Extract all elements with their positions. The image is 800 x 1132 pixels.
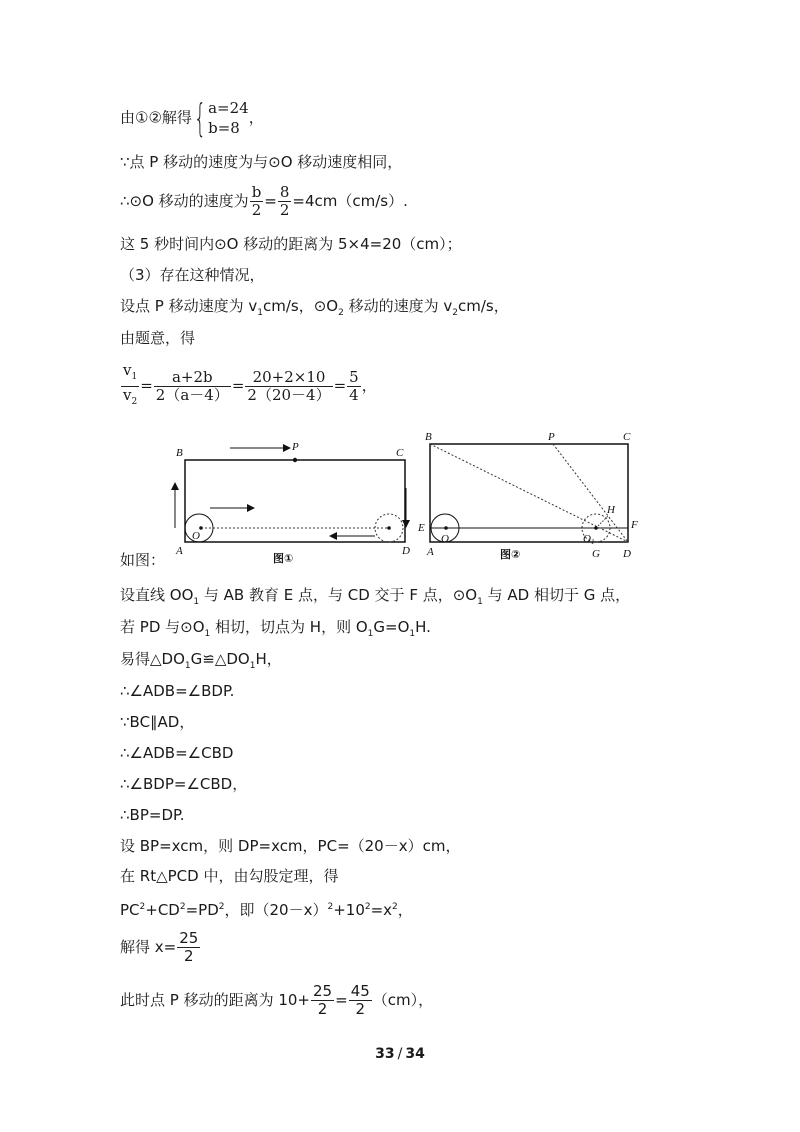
line-6: 设点 P 移动速度为 $v_1cm/s$，$⊙O_2$ 移动的速度为 $v_2cm/s$， [120, 297, 509, 318]
label-b: B [425, 431, 432, 443]
line-18: 设 BP=xcm，则 DP=xcm，PC=（20－x）cm， [120, 837, 461, 855]
caption-figure-1: 图① [273, 553, 294, 565]
line-20: $PC^2+CD^2=PD^2$，即$(20-x)^2+10^2=x^2$， [120, 901, 413, 919]
equation-a: a=24 [208, 99, 249, 117]
text-prefix: 由①②解得 [120, 108, 192, 127]
line-9: 如图： [120, 551, 166, 569]
left-brace-icon: { [193, 96, 207, 140]
line-22: 此时点 P 移动的距离为 10+ $\frac{25}{2}$ = $\frac{45}{2}$ （cm）， [120, 982, 434, 1018]
line-pd [553, 444, 628, 542]
figure-2-diagram [415, 428, 640, 563]
label-c: C [396, 447, 404, 459]
label-o: O [441, 533, 449, 545]
center-o1 [594, 526, 598, 530]
fraction-b-over-2: $\frac{b}{2}$ [251, 183, 262, 219]
line-13: ∴∠ADB=∠BDP. [120, 682, 235, 700]
line-3: ∴⊙O 移动的速度为 $\frac{b}{2}$ = $\frac{8}{2}$ =4cm（cm/s）. [120, 183, 408, 219]
fraction-25-over-2: $\frac{25}{2}$ [313, 982, 333, 1018]
arrow-left-up-head [171, 482, 179, 490]
arrow-right-down-head [402, 520, 410, 528]
line-10: 设直线 $OO_1$ 与 AB 教育 E 点，与 CD 交于 F 点，$⊙O_1$ 与 AD 相切于 G 点， [120, 586, 631, 607]
label-e: E [418, 522, 425, 534]
center-o [444, 526, 448, 530]
arrow-inner-right-head [247, 504, 255, 512]
arrow-top-head [283, 444, 291, 452]
line-21: 解得 x= $\frac{25}{2}$ [120, 929, 199, 965]
text-suffix: ， [248, 108, 264, 127]
line-velocity-ratio: $\frac{v_1}{v_2}$ = $\frac{a+2b}{2(a-4)}$ = $\frac{20+2\times 10}{2(20-4)}$ = $\frac{5}{4}$ ， [120, 362, 377, 411]
label-f: F [631, 519, 638, 531]
label-a: A [427, 546, 434, 558]
label-p: P [292, 441, 299, 453]
line-11: 若 PD 与$⊙O_1$ 相切，切点为 H，则 $O_1G=O_1H$. [120, 618, 431, 639]
equation-system [208, 98, 249, 138]
page-number: 33 / 34 [375, 1046, 425, 1062]
line-4: 这 5 秒时间内⊙O 移动的距离为 5×4=20（cm）； [120, 235, 462, 253]
line-19: 在 Rt△PCD 中，由勾股定理，得 [120, 867, 339, 885]
line-14: ∵BC∥AD， [120, 713, 195, 731]
line-15: ∴∠ADB=∠CBD [120, 744, 234, 762]
rectangle-abcd [185, 460, 405, 542]
label-g: G [592, 548, 600, 560]
label-d: D [623, 548, 631, 560]
label-o: O [192, 530, 200, 542]
label-p: P [548, 431, 555, 443]
line-2: ∵点 P 移动的速度为与⊙O 移动速度相同， [120, 153, 403, 171]
center-o-end [387, 526, 391, 530]
line-16: ∴∠BDP=∠CBD， [120, 775, 248, 793]
fraction-25-over-2: $\frac{25}{2}$ [179, 929, 199, 965]
text-prefix: ∴⊙O 移动的速度为 [120, 192, 249, 210]
label-c: C [623, 431, 631, 443]
label-b: B [176, 447, 183, 459]
label-d: D [402, 545, 410, 557]
label-h: H [607, 504, 615, 516]
fraction-a-b: $\frac{a+2b}{2(a-4)}$ [155, 368, 229, 404]
line-solution-system [120, 98, 264, 138]
equation-b: b=8 [208, 119, 240, 137]
arrow-bottom-left-head [329, 532, 337, 540]
fraction-45-over-2: $\frac{45}{2}$ [350, 982, 370, 1018]
line-5: （3）存在这种情况， [120, 266, 265, 284]
fraction-numeric: $\frac{20+2\times 10}{2(20-4)}$ [247, 368, 331, 404]
point-p [293, 458, 297, 462]
line-bd [430, 444, 628, 542]
line-7: 由题意，得 [120, 329, 196, 347]
caption-figure-2: 图② [500, 549, 521, 561]
line-12: 易得$\triangle DO_1G≌\triangle DO_1H$， [120, 650, 282, 671]
fraction-v1-over-v2: $\frac{v_1}{v_2}$ [123, 361, 138, 407]
label-a: A [176, 545, 183, 557]
fraction-5-over-4: $\frac{5}{4}$ [349, 368, 359, 404]
fraction-8-over-2: $\frac{8}{2}$ [279, 183, 290, 219]
line-17: ∴BP=DP. [120, 806, 185, 824]
text-suffix: =4cm（cm/s）. [292, 192, 408, 210]
label-o1: O1 [583, 533, 595, 546]
figure-1-diagram [165, 438, 425, 568]
